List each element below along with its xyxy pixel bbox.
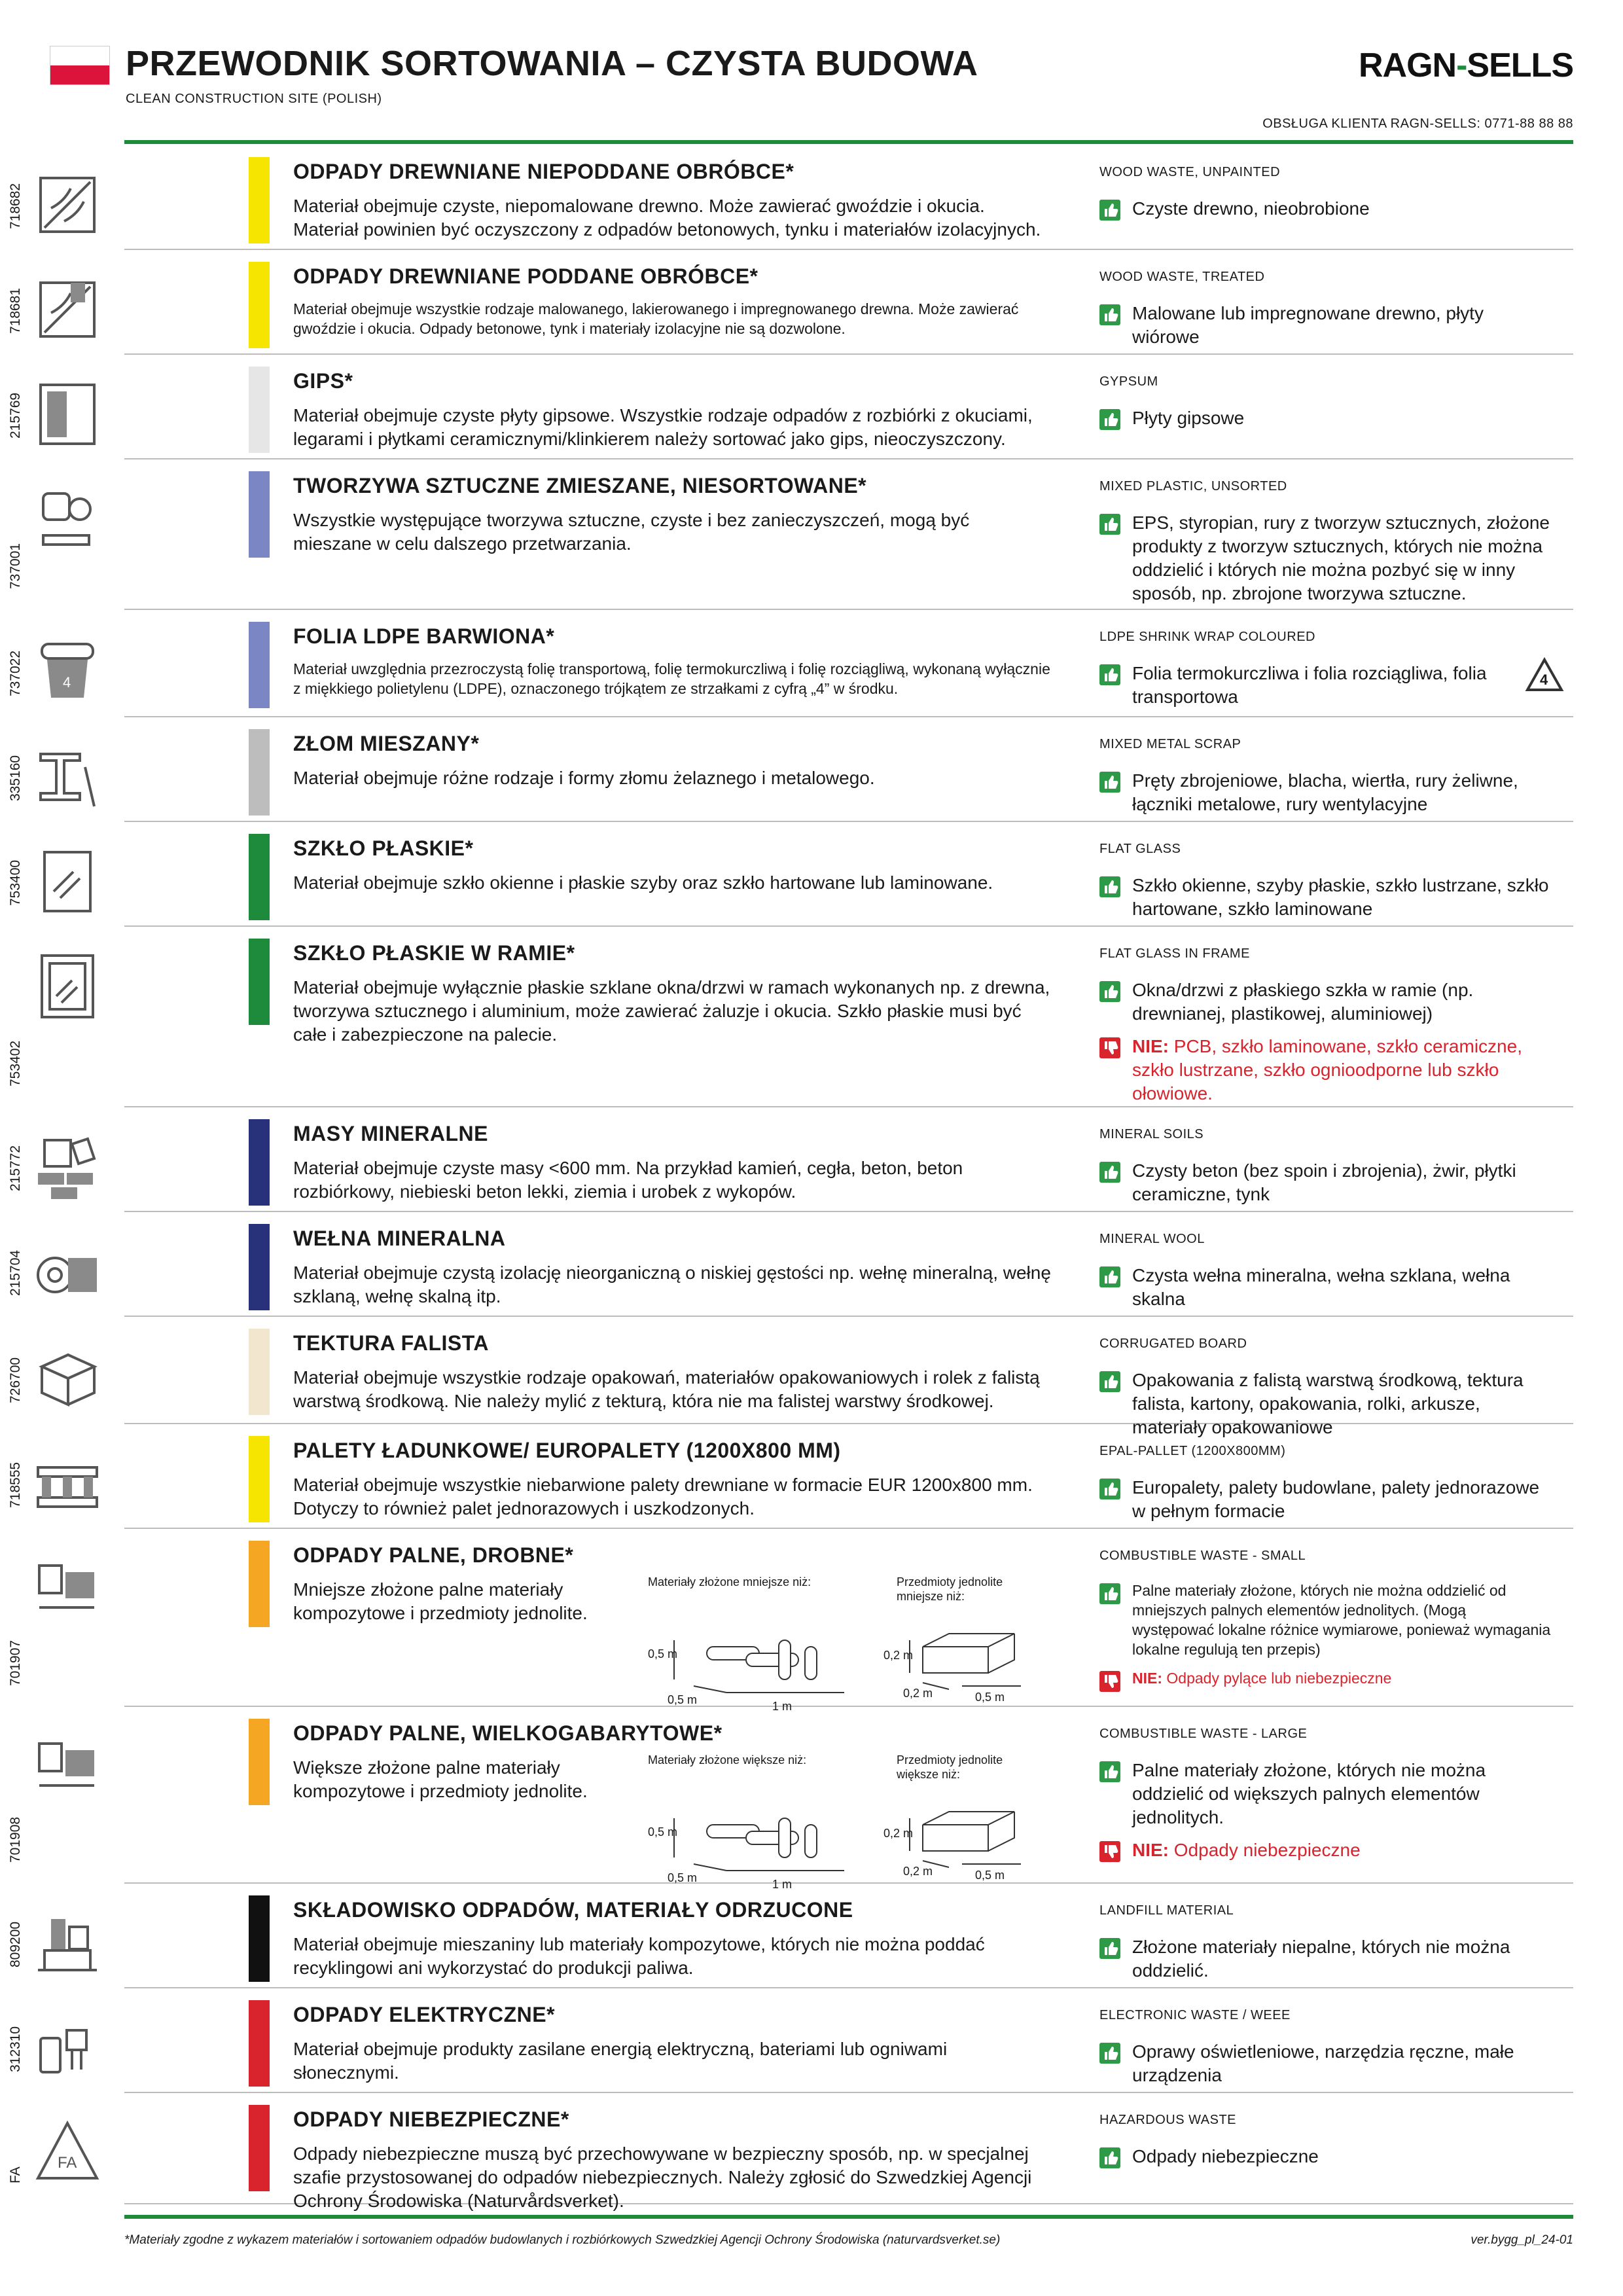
category-english: GYPSUM — [1099, 374, 1158, 389]
ldpe-film-icon — [31, 634, 103, 706]
sort-row — [8, 1107, 1573, 1212]
category-english: HAZARDOUS WASTE — [1099, 2113, 1236, 2127]
allowed-item: Czysta wełna mineralna, wełna szklana, wełna skalna — [1099, 1264, 1551, 1311]
material-title: PALETY ŁADUNKOWE/ EUROPALETY (1200X800 MM) — [293, 1439, 841, 1462]
thumbs-down-icon — [1099, 1037, 1120, 1058]
material-code: 809200 — [8, 1921, 23, 1967]
category-english: COMBUSTIBLE WASTE - LARGE — [1099, 1727, 1308, 1741]
allowed-item: Złożone materiały niepalne, których nie można oddzielić. — [1099, 1935, 1551, 1982]
allowed-item: Opakowania z falistą warstwą środkową, tektura falista, kartony, opakowania, rolki, arkusze, materiały opakowaniowe — [1099, 1369, 1551, 1439]
not-allowed-item: NIE: Odpady pylące lub niebezpieczne — [1099, 1668, 1551, 1688]
dimension-diagram: Materiały złożone większe niż: Przedmioty jednolite większe niż: 0,5 m 0,5 m 1 m 0,2 m 0,2 m 0,5 m — [648, 1753, 1073, 1884]
material-code: 737022 — [8, 650, 23, 696]
thumbs-down-icon — [1099, 1841, 1120, 1862]
thumbs-up-icon — [1099, 1938, 1120, 1959]
category-english: COMBUSTIBLE WASTE - SMALL — [1099, 1549, 1306, 1563]
polish-flag-icon — [50, 46, 110, 85]
category-english: FLAT GLASS IN FRAME — [1099, 946, 1250, 961]
thumbs-up-icon — [1099, 1479, 1120, 1499]
recycle-ldpe-icon: 4 — [1525, 656, 1564, 695]
mineral-soil-icon — [31, 1131, 103, 1203]
thumbs-up-icon — [1099, 876, 1120, 897]
sort-row — [8, 1884, 1573, 1988]
pallet-icon — [31, 1448, 103, 1520]
flat-glass-icon — [31, 846, 103, 918]
material-code: 701908 — [8, 1816, 23, 1863]
thumbs-up-icon — [1099, 200, 1120, 221]
color-bar — [249, 471, 270, 558]
material-title: GIPS* — [293, 369, 353, 393]
material-description: Materiał obejmuje czystą izolację nieorganiczną o niskiej gęstości np. wełnę mineralną, wełnę szklaną, wełnę skalną itp. — [293, 1263, 1051, 1306]
color-bar — [249, 1119, 270, 1206]
hazardous-icon — [31, 2117, 103, 2189]
material-title: ODPADY PALNE, WIELKOGABARYTOWE* — [293, 1721, 722, 1745]
material-code: 335160 — [8, 755, 23, 801]
mineral-wool-icon — [31, 1236, 103, 1308]
category-english: MINERAL WOOL — [1099, 1232, 1205, 1246]
color-bar — [249, 2105, 270, 2191]
version: ver.bygg_pl_24-01 — [1471, 2233, 1573, 2247]
category-english: MIXED PLASTIC, UNSORTED — [1099, 479, 1287, 493]
sort-row — [8, 250, 1573, 355]
allowed-item: Palne materiały złożone, których nie można oddzielić od mniejszych palnych elementów jednolitych. (Mogą występować lokalne różnice wymiarowe, ponieważ wymagania lokalne regulują ten przepis) — [1099, 1581, 1551, 1659]
color-bar — [249, 2000, 270, 2087]
material-code: 701907 — [8, 1640, 23, 1686]
allowed-item: Oprawy oświetleniowe, narzędzia ręczne, małe urządzenia — [1099, 2040, 1551, 2087]
allowed-item: Płyty gipsowe — [1099, 406, 1551, 430]
category-english: MIXED METAL SCRAP — [1099, 737, 1241, 751]
allowed-item: Szkło okienne, szyby płaskie, szkło lustrzane, szkło hartowane, szkło laminowane — [1099, 874, 1551, 921]
material-code: 312310 — [8, 2026, 23, 2072]
thumbs-up-icon — [1099, 304, 1120, 325]
header — [0, 0, 1623, 144]
page-title: PRZEWODNIK SORTOWANIA – CZYSTA BUDOWA — [126, 44, 978, 83]
material-title: SZKŁO PŁASKIE* — [293, 836, 474, 860]
material-description: Wszystkie występujące tworzywa sztuczne, czyste i bez zanieczyszczeń, mogą być mieszane w celu dalszego przetwarzania. — [293, 510, 970, 554]
material-code: 215769 — [8, 392, 23, 439]
painted-wood-icon — [31, 274, 103, 346]
svg-text:4: 4 — [63, 674, 71, 691]
sort-row — [8, 1707, 1573, 1891]
sort-row — [8, 355, 1573, 459]
thumbs-up-icon — [1099, 1162, 1120, 1183]
allowed-item: Okna/drzwi z płaskiego szkła w ramie (np. drewnianej, plastikowej, aluminiowej) — [1099, 978, 1551, 1026]
allowed-item: Folia termokurczliwa i folia rozciągliwa, folia transportowa — [1099, 662, 1551, 709]
combustible-large-icon — [31, 1731, 103, 1803]
sort-row — [8, 1988, 1573, 2093]
thumbs-up-icon — [1099, 1761, 1120, 1782]
sort-row — [8, 1212, 1573, 1317]
sort-row — [8, 927, 1573, 1107]
material-code: 215704 — [8, 1249, 23, 1296]
allowed-item: Odpady niebezpieczne — [1099, 2145, 1551, 2168]
cardboard-icon — [31, 1340, 103, 1412]
sort-row — [8, 1424, 1573, 1529]
sorting-table — [0, 145, 1623, 2211]
thumbs-up-icon — [1099, 772, 1120, 793]
material-description: Materiał obejmuje produkty zasilane energią elektryczną, bateriami lub ogniwami słonecznymi. — [293, 2039, 948, 2083]
allowed-item: Czyste drewno, nieobrobione — [1099, 197, 1551, 221]
landfill-icon — [31, 1907, 103, 1979]
material-title: ODPADY NIEBEZPIECZNE* — [293, 2108, 569, 2131]
allowed-item: Europalety, palety budowlane, palety jednorazowe w pełnym formacie — [1099, 1476, 1551, 1523]
sort-row — [8, 1317, 1573, 1437]
material-description: Materiał obejmuje wszystkie rodzaje opakowań, materiałów opakowaniowych i rolek z falistą warstwą środkową. Nie należy mylić z tekturą, która nie ma falistej warstwy środkowej. — [293, 1367, 1040, 1411]
category-english: ELECTRONIC WASTE / WEEE — [1099, 2008, 1291, 2022]
material-code: 718555 — [8, 1462, 23, 1508]
mixed-plastic-icon — [31, 483, 103, 555]
material-title: ODPADY DREWNIANE NIEPODDANE OBRÓBCE* — [293, 160, 794, 183]
sort-row — [8, 2093, 1573, 2211]
svg-text:FA: FA — [58, 2154, 77, 2172]
page-subtitle: CLEAN CONSTRUCTION SITE (POLISH) — [126, 92, 382, 106]
color-bar — [249, 1224, 270, 1310]
color-bar — [249, 622, 270, 708]
color-bar — [249, 834, 270, 920]
thumbs-up-icon — [1099, 664, 1120, 685]
material-title: ODPADY ELEKTRYCZNE* — [293, 2003, 556, 2026]
footer-rule — [124, 2215, 1573, 2219]
material-description: Odpady niebezpieczne muszą być przechowywane w bezpieczny sposób, np. w specjalnej szafie przystosowanej do odpadów niebezpiecznych. Należy zgłosić do Szwedzkiej Agencji Ochrony Środowiska (Naturvårdsverket). — [293, 2144, 1032, 2211]
material-code: 753402 — [8, 1040, 23, 1086]
thumbs-up-icon — [1099, 409, 1120, 430]
customer-service: OBSŁUGA KLIENTA RAGN-SELLS: 0771-88 88 88 — [1262, 117, 1573, 131]
thumbs-up-icon — [1099, 981, 1120, 1002]
glass-frame-icon — [31, 950, 103, 1022]
category-english: WOOD WASTE, UNPAINTED — [1099, 165, 1281, 179]
footnote: *Materiały zgodne z wykazem materiałów i sortowaniem odpadów budowlanych i rozbiórkowych Szwedzkiej Agencji Ochrony Środowiska (naturvardsverket.se) — [124, 2233, 1001, 2247]
sort-row — [8, 145, 1573, 250]
material-title: WEŁNA MINERALNA — [293, 1227, 506, 1250]
material-code: 718681 — [8, 287, 23, 334]
thumbs-up-icon — [1099, 2147, 1120, 2168]
allowed-item: Malowane lub impregnowane drewno, płyty wiórowe — [1099, 302, 1551, 349]
material-title: MASY MINERALNE — [293, 1122, 488, 1145]
electronics-icon — [31, 2012, 103, 2084]
category-english: LANDFILL MATERIAL — [1099, 1903, 1234, 1918]
material-description: Materiał obejmuje szkło okienne i płaskie szyby oraz szkło hartowane lub laminowane. — [293, 872, 993, 893]
material-description: Mniejsze złożone palne materiały kompozytowe i przedmioty jednolite. — [293, 1579, 588, 1623]
thumbs-up-icon — [1099, 1583, 1120, 1604]
material-title: SKŁADOWISKO ODPADÓW, MATERIAŁY ODRZUCONE — [293, 1898, 853, 1922]
color-bar — [249, 1436, 270, 1522]
material-description: Materiał obejmuje wyłącznie płaskie szklane okna/drzwi w ramach wykonanych np. z drewna, tworzywa sztucznego i aluminium, może zawierać żaluzje i okucia. Szkło płaskie musi być całe i zabezpieczone na palecie. — [293, 977, 1050, 1045]
material-code: 718682 — [8, 183, 23, 229]
category-english: FLAT GLASS — [1099, 842, 1181, 856]
category-english: WOOD WASTE, TREATED — [1099, 270, 1265, 284]
not-allowed-item: NIE: Odpady niebezpieczne — [1099, 1839, 1551, 1862]
material-title: FOLIA LDPE BARWIONA* — [293, 624, 555, 648]
material-description: Materiał obejmuje mieszaniny lub materiały kompozytowe, których nie można poddać recyklingowi ani wykorzystać do produkcji paliwa. — [293, 1934, 985, 1978]
material-code: 726700 — [8, 1357, 23, 1403]
material-title: TWORZYWA SZTUCZNE ZMIESZANE, NIESORTOWANE* — [293, 474, 867, 497]
material-description: Większe złożone palne materiały kompozytowe i przedmioty jednolite. — [293, 1757, 588, 1801]
material-code: 737001 — [8, 543, 23, 589]
allowed-item: Palne materiały złożone, których nie można oddzielić od większych palnych elementów jednolitych. — [1099, 1759, 1551, 1829]
allowed-item: Czysty beton (bez spoin i zbrojenia), żwir, płytki ceramiczne, tynk — [1099, 1159, 1551, 1206]
gypsum-icon — [31, 378, 103, 450]
sort-row — [8, 459, 1573, 610]
color-bar — [249, 367, 270, 453]
sort-row — [8, 1529, 1573, 1713]
color-bar — [249, 1329, 270, 1415]
color-bar — [249, 1541, 270, 1627]
metal-scrap-icon — [31, 741, 103, 813]
material-description: Materiał obejmuje wszystkie niebarwione palety drewniane w formacie EUR 1200x800 mm. Dotyczy to również palet jednorazowych i uszkodzonych. — [293, 1475, 1033, 1518]
color-bar — [249, 157, 270, 243]
combustible-small-icon — [31, 1552, 103, 1624]
category-english: LDPE SHRINK WRAP COLOURED — [1099, 630, 1315, 644]
color-bar — [249, 1719, 270, 1805]
sort-row — [8, 717, 1573, 822]
thumbs-up-icon — [1099, 2043, 1120, 2064]
material-title: ZŁOM MIESZANY* — [293, 732, 480, 755]
ragn-sells-logo: RAGN-SELLS — [1358, 46, 1573, 84]
category-english: EPAL-PALLET (1200X800MM) — [1099, 1444, 1286, 1458]
header-rule — [124, 140, 1573, 144]
material-description: Materiał uwzględnia przezroczystą folię transportową, folię termokurczliwą i folię rozciągliwą, wykonaną wyłącznie z miękkiego polietylenu (LDPE), oznaczonego trójkątem ze strzałkami z cyfrą „4” w środku. — [293, 660, 1050, 697]
category-english: CORRUGATED BOARD — [1099, 1336, 1247, 1351]
material-title: TEKTURA FALISTA — [293, 1331, 490, 1355]
color-bar — [249, 939, 270, 1025]
sort-row — [8, 822, 1573, 927]
material-description: Materiał obejmuje czyste płyty gipsowe. Wszystkie rodzaje odpadów z rozbiórki z okuciami, legarami i płytkami ceramicznymi/klinkierem należy sortować jako gips, nieoczyszczony. — [293, 405, 1033, 449]
allowed-item: Pręty zbrojeniowe, blacha, wiertła, rury żeliwne, łączniki metalowe, rury wentylacyjne — [1099, 769, 1551, 816]
wood-icon — [31, 169, 103, 241]
material-description: Materiał obejmuje czyste masy <600 mm. Na przykład kamień, cegła, beton, beton rozbiórkowy, niebieski beton lekki, ziemia i urobek z wykopów. — [293, 1158, 963, 1202]
thumbs-up-icon — [1099, 1371, 1120, 1392]
material-code: 215772 — [8, 1145, 23, 1191]
material-title: SZKŁO PŁASKIE W RAMIE* — [293, 941, 575, 965]
allowed-item: EPS, styropian, rury z tworzyw sztucznych, złożone produkty z tworzyw sztucznych, których nie można oddzielić i których nie można pozbyć się w inny sposób, np. zbrojone tworzywa sztuczne. — [1099, 511, 1551, 605]
thumbs-up-icon — [1099, 514, 1120, 535]
color-bar — [249, 262, 270, 348]
material-title: ODPADY PALNE, DROBNE* — [293, 1543, 574, 1567]
material-code: FA — [8, 2166, 23, 2183]
material-title: ODPADY DREWNIANE PODDANE OBRÓBCE* — [293, 264, 758, 288]
material-code: 753400 — [8, 859, 23, 906]
material-description: Materiał obejmuje różne rodzaje i formy złomu żelaznego i metalowego. — [293, 768, 875, 788]
color-bar — [249, 729, 270, 816]
thumbs-up-icon — [1099, 1266, 1120, 1287]
material-description: Materiał obejmuje czyste, niepomalowane drewno. Może zawierać gwoździe i okucia. Materiał powinien być oczyszczony z odpadów betonowych, tynku i materiałów izolacyjnych. — [293, 196, 1041, 240]
category-english: MINERAL SOILS — [1099, 1127, 1204, 1141]
color-bar — [249, 1895, 270, 1982]
thumbs-down-icon — [1099, 1671, 1120, 1692]
material-description: Materiał obejmuje wszystkie rodzaje malowanego, lakierowanego i impregnowanego drewna. Może zawierać gwoździe i okucia. Odpady betonowe, tynk i materiały izolacyjne nie są dozwolone. — [293, 300, 1019, 337]
not-allowed-item: NIE: PCB, szkło laminowane, szkło ceramiczne, szkło lustrzane, szkło ognioodporne lub szkło ołowiowe. — [1099, 1035, 1551, 1105]
sort-row — [8, 610, 1573, 717]
dimension-diagram: Materiały złożone mniejsze niż: Przedmioty jednolite mniejsze niż: 0,5 m 0,5 m 1 m 0,2 m 0,2 m 0,5 m — [648, 1575, 1073, 1706]
